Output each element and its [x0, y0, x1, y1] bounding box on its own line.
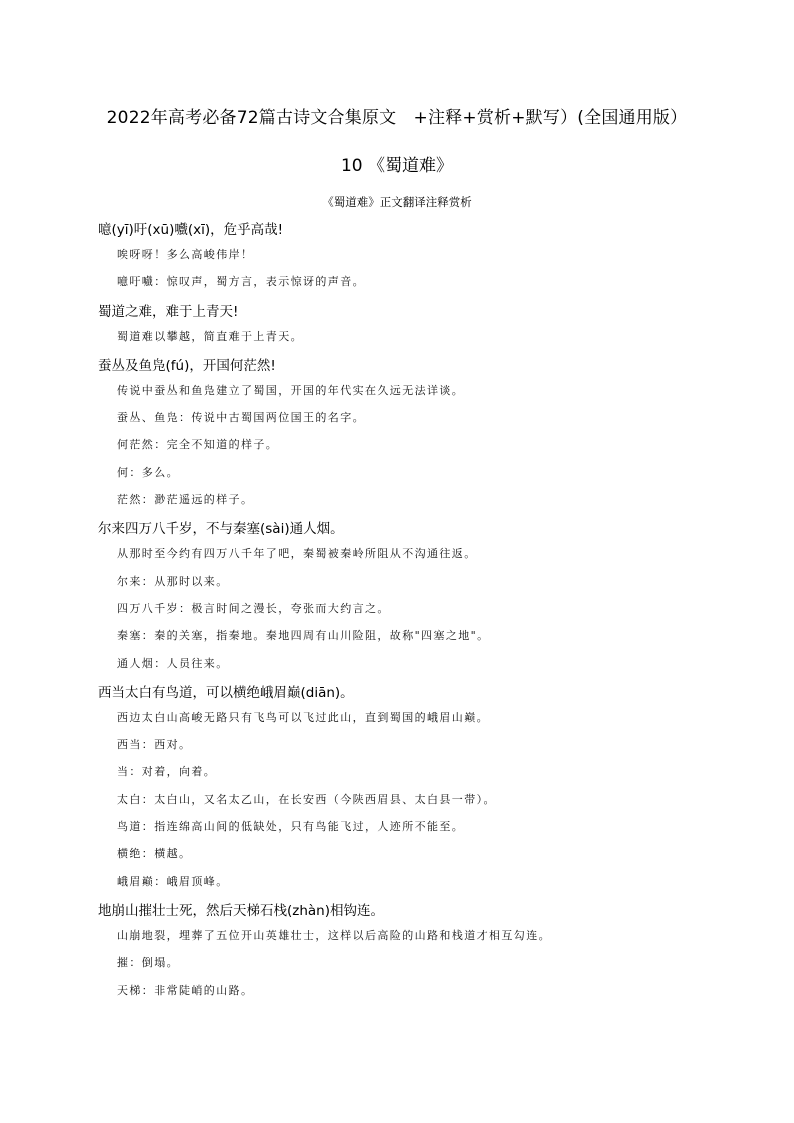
annotation-line: 传说中蚕丛和鱼凫建立了蜀国，开国的年代实在久远无法详谈。 — [117, 383, 465, 397]
document-subtitle: 10 《蜀道难》 — [340, 156, 454, 176]
annotation-line: 唉呀呀！多么高峻伟岸！ — [117, 248, 254, 261]
document-title: 2022年高考必备72篇古诗文合集原文 +注释+赏析+默写）(全国通用版） — [106, 108, 688, 128]
annotation-line: 山崩地裂，埋葬了五位开山英雄壮士，这样以后高险的山路和栈道才相互勾连。 — [117, 928, 551, 942]
annotation-line: 横绝：横越。 — [117, 847, 192, 861]
annotation-line: 蜀道难以攀越，简直难于上青天。 — [117, 329, 303, 343]
annotation-line: 何茫然：完全不知道的样子。 — [117, 438, 279, 452]
section-heading: 《蜀道难》正文翻译注释赏析 — [322, 195, 472, 209]
annotation-line: 西边太白山高峻无路只有飞鸟可以飞过此山，直到蜀国的峨眉山巅。 — [117, 710, 489, 724]
annotation-line: 天梯：非常陡峭的山路。 — [117, 983, 254, 997]
annotation-line: 摧：倒塌。 — [117, 956, 179, 970]
annotation-line: 鸟道：指连绵高山间的低缺处，只有鸟能飞过，人迹所不能至。 — [117, 820, 465, 834]
annotation-line: 峨眉巅：峨眉顶峰。 — [117, 874, 229, 888]
verse-line: 蚕丛及鱼凫(fú)，开国何茫然! — [98, 357, 276, 374]
annotation-line: 茫然：渺茫遥远的样子。 — [117, 493, 254, 507]
annotation-line: 四万八千岁：极言时间之漫长，夸张而大约言之。 — [117, 601, 390, 615]
annotation-line: 尔来：从那时以来。 — [117, 574, 229, 588]
annotation-line: 蚕丛、鱼凫：传说中古蜀国两位国王的名字。 — [117, 411, 365, 425]
verse-line: 西当太白有鸟道，可以横绝峨眉巅(diān)。 — [98, 684, 354, 701]
verse-line: 地崩山摧壮士死，然后天梯石栈(zhàn)相钩连。 — [98, 902, 385, 919]
verse-line: 蜀道之难，难于上青天! — [98, 303, 239, 320]
annotation-line: 西当：西对。 — [117, 738, 192, 752]
annotation-line: 通人烟：人员往来。 — [117, 656, 229, 670]
annotation-line: 当：对着，向着。 — [117, 765, 217, 779]
verse-line: 尔来四万八千岁，不与秦塞(sài)通人烟。 — [98, 521, 344, 538]
annotation-line: 太白：太白山，又名太乙山，在长安西（今陕西眉县、太白县一带）。 — [117, 792, 496, 806]
annotation-line: 何：多么。 — [117, 465, 179, 479]
annotation-line: 从那时至今约有四万八千年了吧，秦蜀被秦岭所阻从不沟通往返。 — [117, 547, 477, 561]
annotation-line: 噫吁嚱：惊叹声，蜀方言，表示惊讶的声音。 — [117, 275, 365, 289]
poem-content — [98, 219, 718, 1009]
annotation-line: 秦塞：秦的关塞，指秦地。秦地四周有山川险阻，故称"四塞之地"。 — [117, 629, 490, 643]
verse-line: 噫(yī)吁(xū)嚱(xī)，危乎高哉! — [98, 222, 284, 238]
